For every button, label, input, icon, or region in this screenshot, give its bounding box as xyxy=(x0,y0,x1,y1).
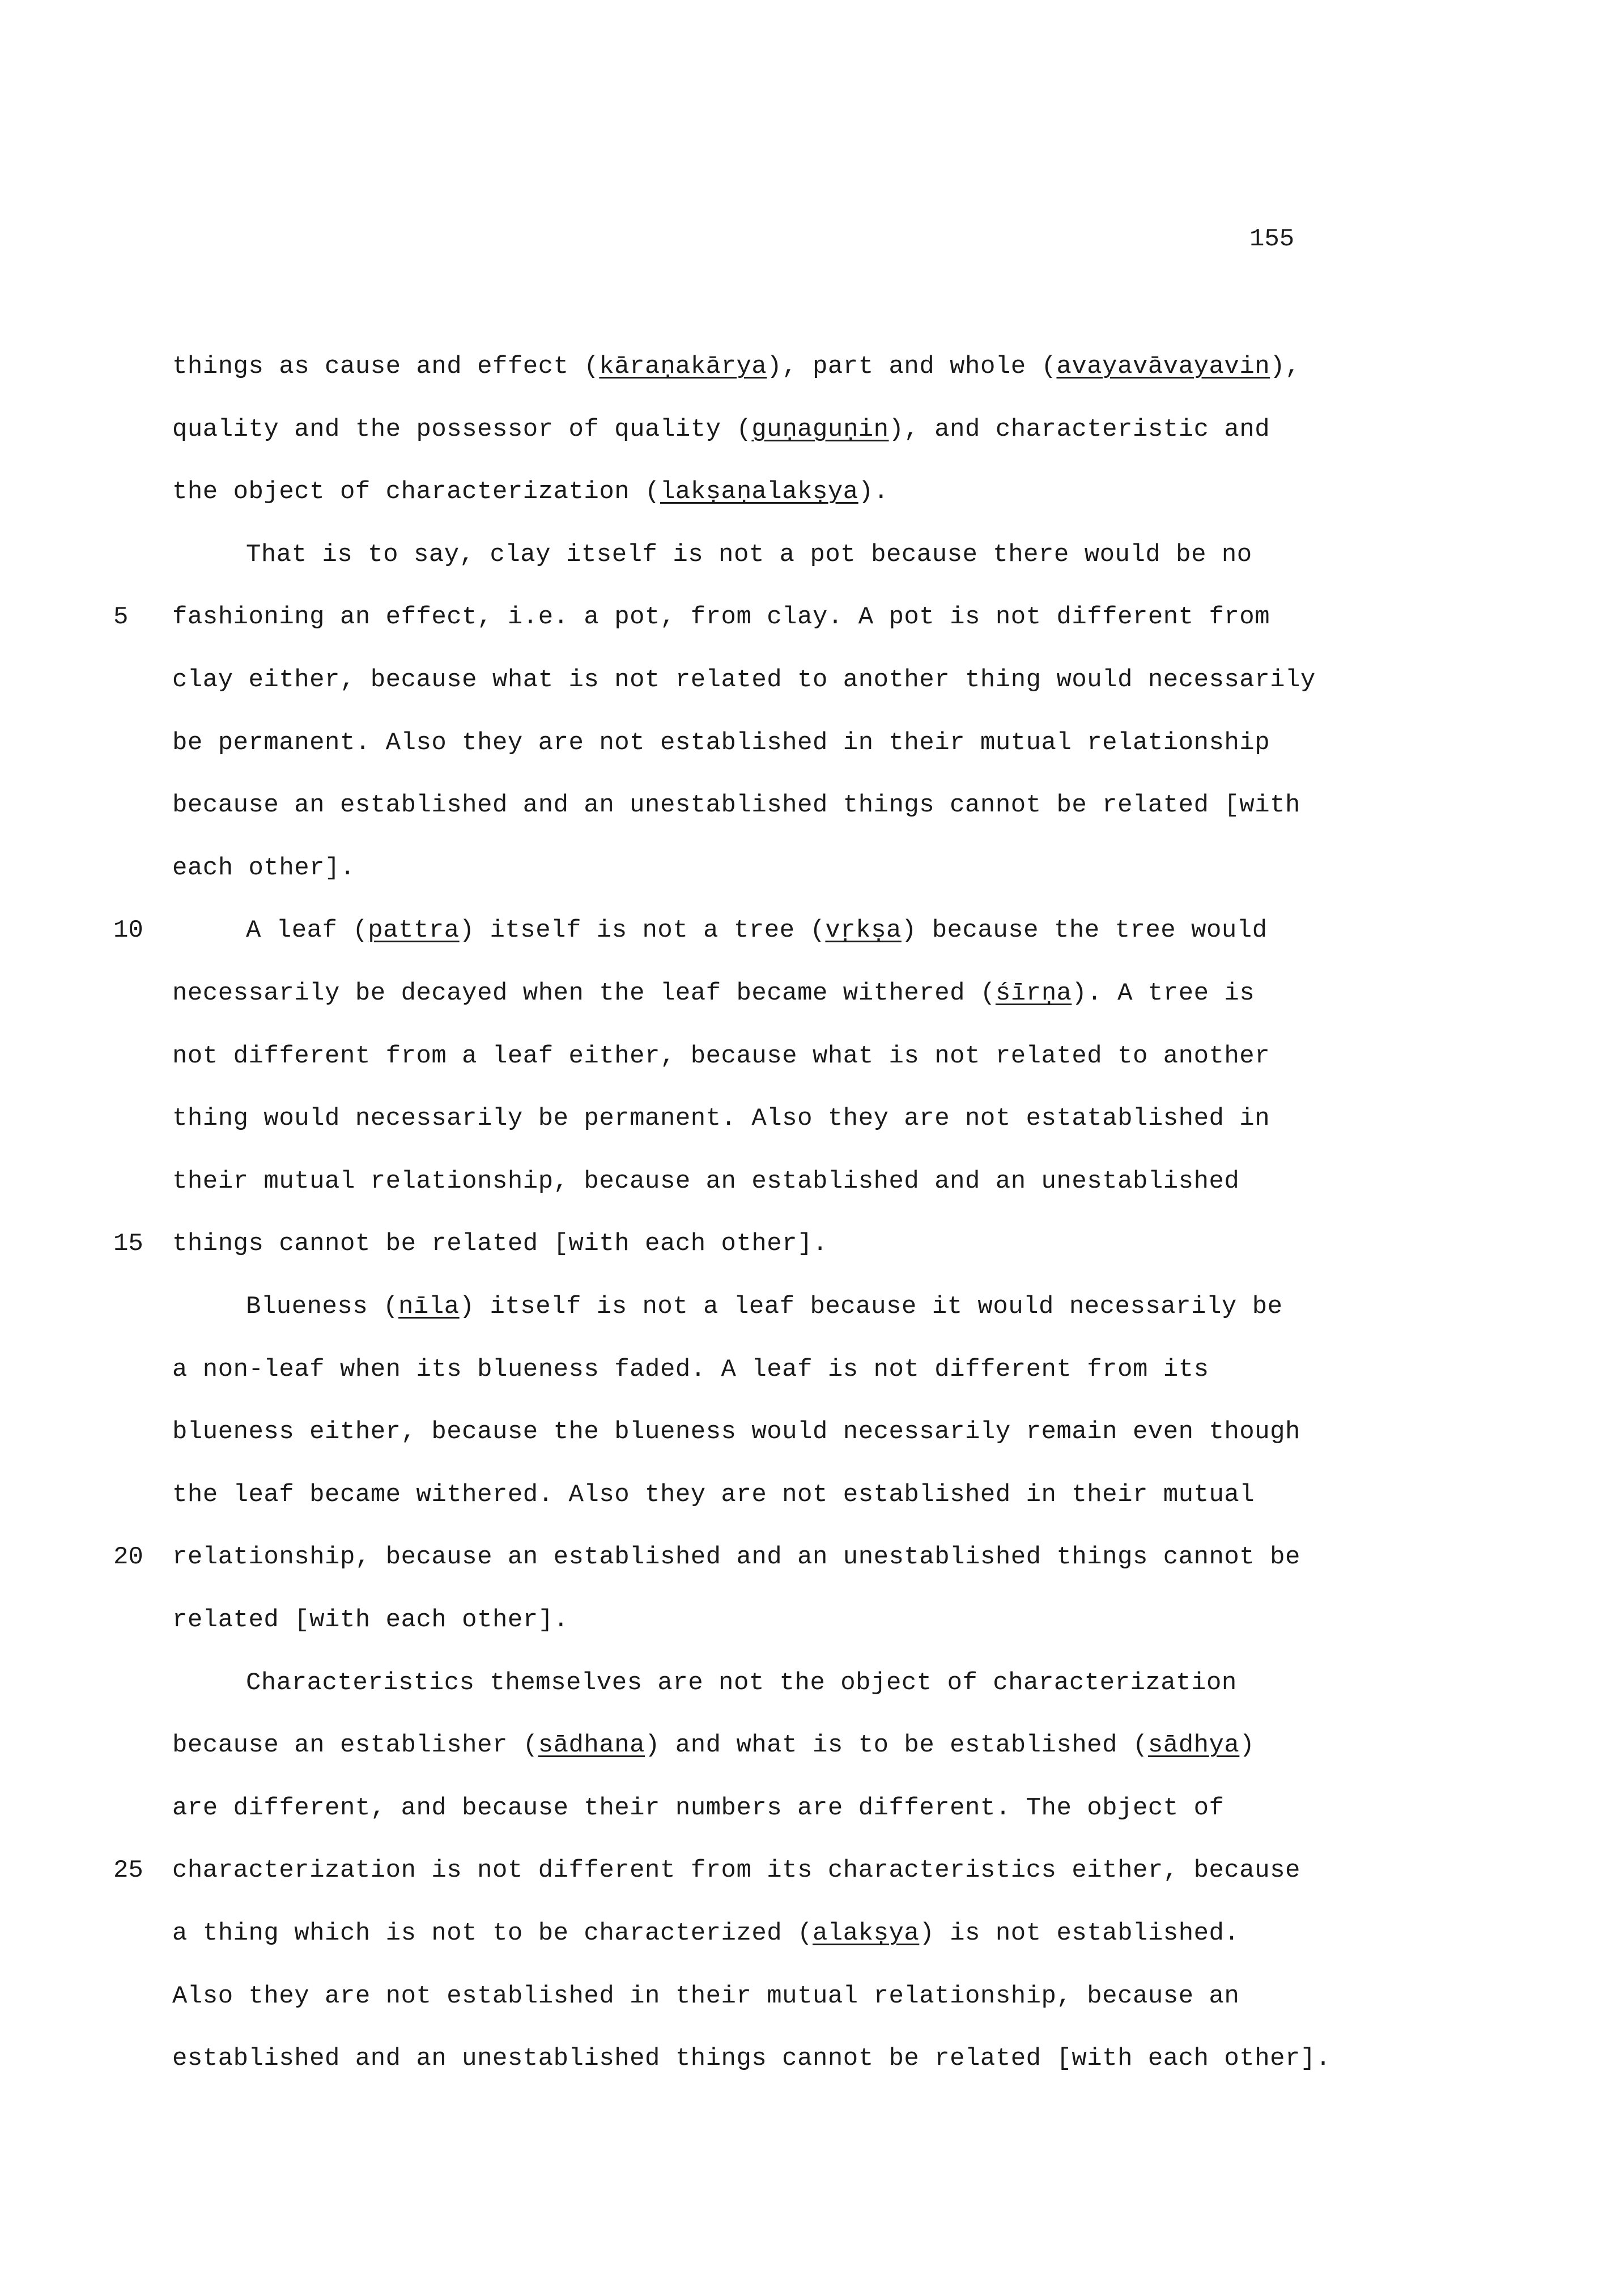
text-segment: characterization is not different from its characteristics either, because xyxy=(172,1856,1300,1885)
text-line xyxy=(172,1478,1255,1512)
text-line xyxy=(172,1102,1270,1136)
text-segment: are different, and because their numbers are different. The object of xyxy=(172,1794,1225,1822)
text-line xyxy=(172,1164,1239,1198)
text-segment: ) and what is to be established ( xyxy=(645,1731,1148,1759)
text-line xyxy=(172,600,1270,634)
text-segment: ), and characteristic and xyxy=(888,415,1270,444)
sanskrit-term: nīla xyxy=(398,1292,460,1321)
text-line xyxy=(172,1540,1300,1574)
text-segment: A leaf ( xyxy=(246,916,368,945)
line-number: 25 xyxy=(113,1856,143,1885)
sanskrit-term: sādhana xyxy=(538,1731,645,1759)
text-segment: the leaf became withered. Also they are not established in their mutual xyxy=(172,1481,1255,1509)
text-segment: Also they are not established in their mutual relationship, because an xyxy=(172,1982,1240,2010)
text-line xyxy=(172,1853,1300,1887)
text-segment: a thing which is not to be characterized ( xyxy=(172,1919,813,1948)
text-segment: Characteristics themselves are not the object of characterization xyxy=(246,1669,1237,1697)
text-segment: ). A tree is xyxy=(1072,979,1255,1007)
text-line xyxy=(172,976,1255,1010)
text-segment: the object of characterization ( xyxy=(172,478,660,506)
sanskrit-term: avayavāvayavin xyxy=(1056,352,1270,381)
text-line xyxy=(172,475,889,509)
text-segment: their mutual relationship, because an established and an unestablished xyxy=(172,1167,1240,1196)
text-line xyxy=(246,1290,1283,1324)
sanskrit-term: alakṣya xyxy=(812,1919,920,1948)
text-segment: each other]. xyxy=(172,854,355,882)
text-segment: because an established and an unestablished things cannot be related [with xyxy=(172,791,1300,819)
text-segment: clay either, because what is not related to another thing would necessarily xyxy=(172,666,1316,694)
text-segment: things cannot be related [with each other]. xyxy=(172,1230,828,1258)
text-line xyxy=(172,1353,1209,1387)
text-segment: things as cause and effect ( xyxy=(172,352,600,381)
sanskrit-term: vṛkṣa xyxy=(825,916,902,945)
sanskrit-term: lakṣaṇalakṣya xyxy=(660,478,858,506)
text-line xyxy=(172,413,1270,447)
text-line xyxy=(172,2042,1331,2076)
text-segment: established and an unestablished things cannot be related [with each other]. xyxy=(172,2044,1331,2073)
sanskrit-term: guṇaguṇin xyxy=(751,415,889,444)
text-line xyxy=(172,663,1316,697)
text-line xyxy=(172,1979,1239,2013)
text-line xyxy=(246,1666,1237,1700)
sanskrit-term: kāraṇakārya xyxy=(599,352,767,381)
text-segment: fashioning an effect, i.e. a pot, from clay. A pot is not different from xyxy=(172,603,1270,631)
text-line xyxy=(172,350,1300,384)
line-number: 15 xyxy=(113,1230,143,1258)
text-segment: ), xyxy=(1270,352,1300,381)
text-segment: ), part and whole ( xyxy=(767,352,1057,381)
line-number: 5 xyxy=(113,603,129,631)
sanskrit-term: śīrṇa xyxy=(995,979,1072,1007)
text-segment: necessarily be decayed when the leaf became withered ( xyxy=(172,979,996,1007)
text-segment: because an establisher ( xyxy=(172,1731,538,1759)
text-line xyxy=(172,1791,1224,1825)
text-line xyxy=(172,1916,1239,1950)
text-line xyxy=(172,788,1300,822)
page-number: 155 xyxy=(1249,225,1295,253)
sanskrit-term: pattra xyxy=(368,916,460,945)
line-number: 20 xyxy=(113,1543,143,1571)
text-line xyxy=(172,1415,1300,1449)
text-segment: related [with each other]. xyxy=(172,1606,569,1634)
text-segment: not different from a leaf either, because what is not related to another xyxy=(172,1042,1270,1070)
text-segment: Blueness ( xyxy=(246,1292,399,1321)
text-segment: That is to say, clay itself is not a pot because there would be no xyxy=(246,541,1252,569)
text-line xyxy=(172,851,355,885)
sanskrit-term: sādhya xyxy=(1147,1731,1240,1759)
text-segment: ) because the tree would xyxy=(901,916,1268,945)
text-segment: ) is not established. xyxy=(919,1919,1240,1948)
text-line xyxy=(172,1227,828,1261)
text-segment: ) xyxy=(1239,1731,1255,1759)
text-segment: relationship, because an established and an unestablished things cannot be xyxy=(172,1543,1300,1571)
text-segment: ) itself is not a tree ( xyxy=(459,916,826,945)
text-segment: ) itself is not a leaf because it would necessarily be xyxy=(459,1292,1283,1321)
text-line xyxy=(172,1603,569,1637)
text-line xyxy=(246,913,1268,947)
text-line xyxy=(172,1039,1270,1073)
text-line xyxy=(172,1728,1255,1762)
text-segment: be permanent. Also they are not established in their mutual relationship xyxy=(172,729,1270,757)
line-number: 10 xyxy=(113,916,143,945)
text-segment: blueness either, because the blueness would necessarily remain even though xyxy=(172,1418,1300,1446)
text-segment: ). xyxy=(858,478,889,506)
text-line xyxy=(172,726,1270,760)
text-segment: a non-leaf when its blueness faded. A leaf is not different from its xyxy=(172,1355,1209,1384)
text-segment: thing would necessarily be permanent. Also they are not estatablished in xyxy=(172,1104,1270,1133)
text-segment: quality and the possessor of quality ( xyxy=(172,415,752,444)
text-line xyxy=(246,538,1252,572)
